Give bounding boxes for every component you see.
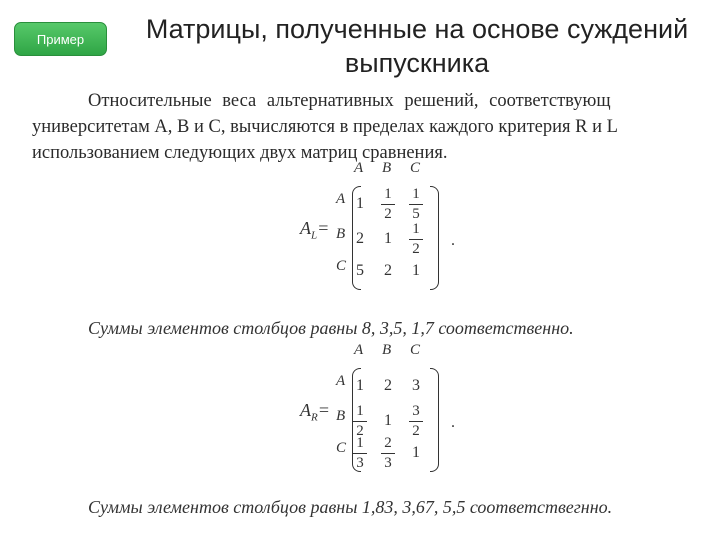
matrix-l-right-bracket (430, 186, 439, 290)
matrix-r-fraction-bar (353, 453, 367, 454)
matrix-r-cell: 1 (356, 377, 364, 394)
matrix-r-denominator: 2 (412, 423, 420, 439)
matrix-l-numerator: 1 (412, 221, 420, 237)
matrix-l-row-label: C (336, 258, 347, 274)
matrix-l-denominator: 5 (412, 206, 420, 222)
matrix-l-trailing: . (451, 232, 455, 249)
matrix-r-cell: 1 (412, 444, 420, 461)
matrix-r-fraction-bar (381, 453, 395, 454)
matrix-l-col-label: A (354, 160, 364, 176)
matrix-l-subscript: L (311, 229, 318, 242)
matrix-l-col-label: B (382, 160, 392, 176)
matrix-l-fraction-bar (409, 204, 423, 205)
example-badge: Пример (14, 22, 107, 56)
matrix-r (300, 342, 470, 490)
matrix-l-denominator: 2 (384, 206, 392, 222)
matrix-r-subscript: R (311, 411, 318, 424)
matrix-l-fraction-cell (405, 221, 427, 258)
slide-title: Матрицы, полученные на основе суждений выпускника (145, 14, 689, 78)
matrix-l-cell: 2 (384, 262, 392, 279)
matrix-l-fraction-cell (377, 186, 399, 223)
matrix-r-col-label: A (354, 342, 364, 358)
matrix-r-numerator: 2 (384, 435, 392, 451)
matrix-l-cell: 1 (384, 230, 392, 247)
matrix-r-cell: 3 (412, 377, 420, 394)
matrix-r-fraction-cell (377, 435, 399, 472)
sum-l-text: Суммы элементов столбцов равны 8, 3,5, 1,7 соответственно. (88, 318, 574, 338)
matrix-l-cell: 1 (356, 195, 364, 212)
matrix-r-fraction-cell (405, 403, 427, 440)
matrix-l-row-label: A (336, 191, 346, 207)
matrix-r-right-bracket (430, 368, 439, 472)
matrix-l (300, 160, 470, 320)
matrix-r-col-label: C (410, 342, 421, 358)
matrix-l-denominator: 2 (412, 241, 420, 257)
intro-paragraph (32, 88, 720, 166)
matrix-r-denominator: 3 (384, 455, 392, 471)
sum-r-text: Суммы элементов столбцов равны 1,83, 3,67, 5,5 соответствегнно. (88, 497, 613, 517)
matrix-l-fraction-cell (405, 186, 427, 223)
matrix-r-denominator: 3 (356, 455, 364, 471)
matrix-r-numerator: 1 (356, 403, 364, 419)
matrix-l-numerator: 1 (384, 186, 392, 202)
matrix-r-numerator: 1 (356, 435, 364, 451)
paragraph-line-1: Относительные веса альтернативных решений, соответствующ (88, 91, 611, 111)
paragraph-line-2: университетам A, B и C, вычисляются в пределах каждого критерия R и L (32, 117, 618, 137)
matrix-l-cell: 2 (356, 230, 364, 247)
matrix-r-fraction-bar (409, 421, 423, 422)
matrix-r-col-label: B (382, 342, 392, 358)
matrix-r-cell: 1 (384, 412, 392, 429)
matrix-l-label: $A_L=$ (300, 218, 330, 242)
matrix-r-numerator: 3 (412, 403, 420, 419)
matrix-r-denominator: 2 (356, 423, 364, 439)
matrix-l-col-label: C (410, 160, 421, 176)
matrix-l-numerator: 1 (412, 186, 420, 202)
matrix-r-cell: 2 (384, 377, 392, 394)
matrix-r-row-label: C (336, 440, 347, 456)
matrix-r-fraction-bar (353, 421, 367, 422)
matrix-l-row-label: B (336, 226, 346, 242)
matrix-r-label: $A_R=$ (300, 400, 330, 424)
paragraph-line-3: использованием следующих двух матриц сравнения. (32, 143, 448, 163)
matrix-l-fraction-bar (409, 239, 423, 240)
matrix-r-fraction-cell (349, 435, 371, 472)
matrix-l-cell: 1 (412, 262, 420, 279)
matrix-l-fraction-bar (381, 204, 395, 205)
matrix-r-row-label: A (336, 373, 346, 389)
matrix-r-trailing: . (451, 414, 455, 431)
matrix-r-row-label: B (336, 408, 346, 424)
matrix-l-cell: 5 (356, 262, 364, 279)
